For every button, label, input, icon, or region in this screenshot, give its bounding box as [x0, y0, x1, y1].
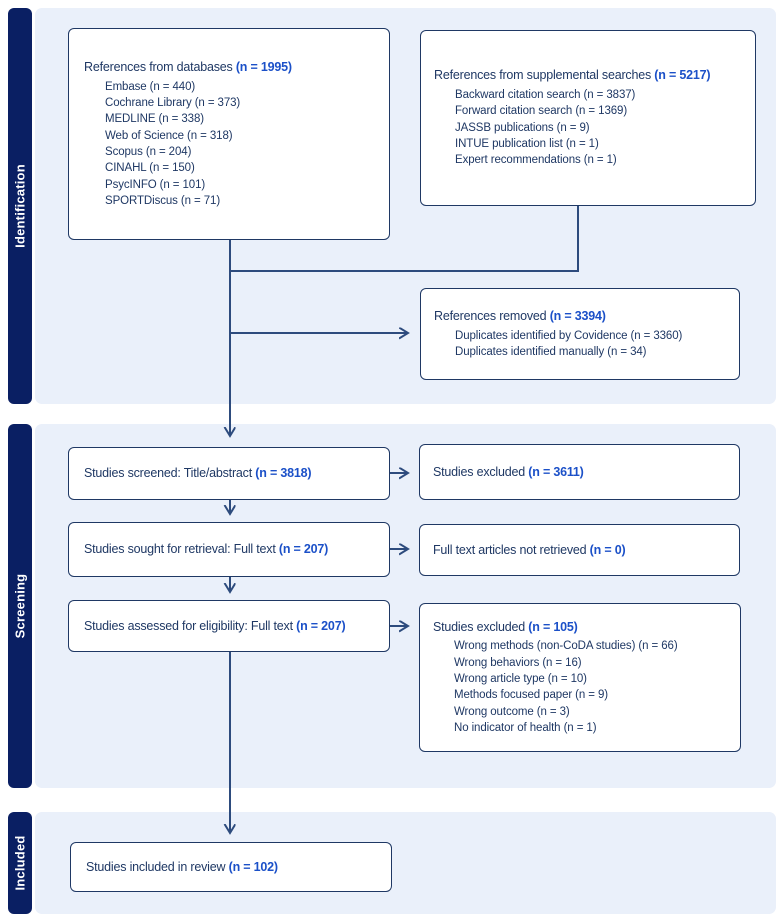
box-title-count: (n = 3611) [528, 464, 584, 479]
screening-sidebar [8, 424, 32, 788]
list-item: INTUE publication list (n = 1) [455, 138, 599, 151]
box-title-count: (n = 1995) [235, 59, 292, 74]
list-item: Cochrane Library (n = 373) [105, 96, 241, 109]
box-title [84, 465, 381, 482]
list-item: Duplicates identified by Covidence (n = 3360) [455, 329, 683, 342]
box-title [84, 541, 381, 558]
list-item: MEDLINE (n = 338) [105, 113, 204, 126]
box-studies-included-in-review [70, 842, 392, 892]
box-studies-excluded-full-text [419, 603, 741, 752]
box-title-text: References removed [434, 308, 550, 323]
list-item: CINAHL (n = 150) [105, 162, 195, 175]
list-item: Duplicates identified manually (n = 34) [455, 345, 647, 358]
box-title [434, 308, 731, 325]
box-title [433, 464, 731, 481]
list-item: Expert recommendations (n = 1) [455, 154, 617, 167]
list-item: Web of Science (n = 318) [105, 129, 233, 142]
included-sidebar [8, 812, 32, 914]
box-title-count: (n = 105) [528, 619, 578, 634]
box-item-list [434, 87, 747, 169]
box-studies-assessed-for-eligibility [68, 600, 390, 652]
box-item-list [84, 79, 381, 210]
box-title-count: (n = 3394) [549, 308, 606, 323]
list-item: Scopus (n = 204) [105, 145, 192, 158]
box-title-text: Studies assessed for eligibility: Full text [84, 618, 297, 633]
box-title [84, 618, 381, 635]
list-item: PsycINFO (n = 101) [105, 178, 206, 191]
box-references-removed [420, 288, 740, 380]
box-studies-excluded-title-abstract [419, 444, 740, 500]
list-item: SPORTDiscus (n = 71) [105, 194, 221, 207]
list-item: Wrong article type (n = 10) [454, 673, 587, 686]
identification-section-label: Identification [12, 164, 28, 248]
list-item: No indicator of health (n = 1) [454, 722, 597, 735]
box-title-count: (n = 102) [228, 859, 278, 874]
box-title [84, 59, 381, 76]
list-item: Wrong methods (non-CoDA studies) (n = 66) [454, 640, 678, 653]
box-references-from-databases [68, 28, 390, 240]
box-title-text: Studies sought for retrieval: Full text [84, 542, 279, 557]
box-title-text: Studies excluded [433, 464, 529, 479]
list-item: JASSB publications (n = 9) [455, 121, 590, 134]
screening-section-label: Screening [12, 573, 28, 639]
box-title [86, 859, 383, 876]
list-item: Methods focused paper (n = 9) [454, 689, 609, 702]
box-title-count: (n = 5217) [654, 68, 711, 83]
list-item: Backward citation search (n = 3837) [455, 89, 636, 102]
list-item: Wrong outcome (n = 3) [454, 705, 570, 718]
box-item-list [434, 328, 731, 361]
box-item-list [433, 638, 732, 736]
identification-sidebar [8, 8, 32, 404]
box-references-from-supplemental-searches [420, 30, 756, 206]
box-title-text: References from supplemental searches [434, 68, 655, 83]
box-title-count: (n = 207) [278, 542, 329, 557]
list-item: Forward citation search (n = 1369) [455, 105, 628, 118]
box-title-text: References from databases [84, 59, 236, 74]
box-title-text: Studies excluded [433, 619, 529, 634]
box-title-text: Studies screened: Title/abstract [84, 466, 256, 481]
box-studies-sought-for-retrieval [68, 522, 390, 577]
box-title-count: (n = 0) [589, 542, 626, 557]
box-title [433, 542, 731, 559]
box-title-count: (n = 207) [296, 618, 346, 633]
box-full-text-not-retrieved [419, 524, 740, 576]
box-title [433, 619, 732, 636]
list-item: Embase (n = 440) [105, 80, 196, 93]
box-title-text: Studies included in review [86, 859, 229, 874]
included-section-label: Included [12, 835, 28, 891]
box-title-text: Full text articles not retrieved [433, 542, 590, 557]
box-studies-screened [68, 447, 390, 500]
box-title [434, 67, 747, 84]
list-item: Wrong behaviors (n = 16) [454, 656, 582, 669]
box-title-count: (n = 3818) [255, 466, 312, 481]
